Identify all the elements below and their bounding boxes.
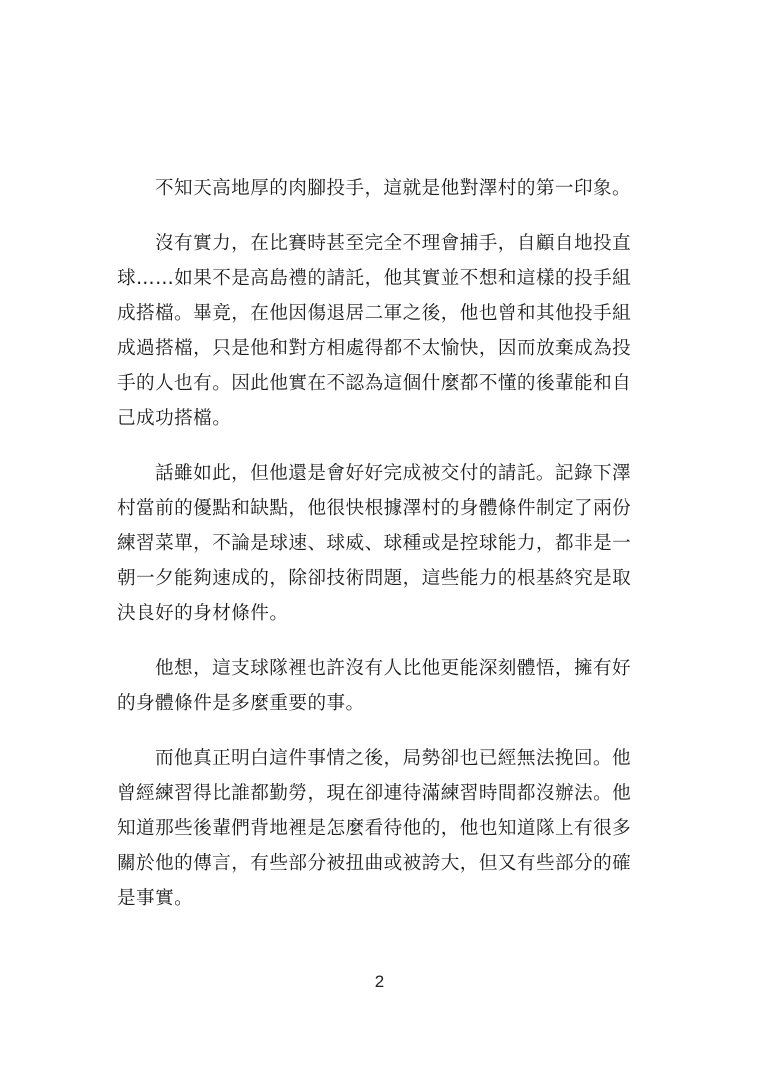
paragraph-3-line-1: 話雖如此，但他還是會好好完成被交付的請託。記錄下澤 [155,463,632,484]
paragraph-5-line-1: 而他真正明白這件事情之後，局勢卻也已經無法挽回。他 [155,748,632,769]
paragraph-4-line-1: 他想，這支球隊裡也許沒有人比他更能深刻體悟，擁有好 [155,658,632,679]
paragraph-5-line-3: 知道那些後輩們背地裡是怎麼看待他的，他也知道隊上有很多 [117,818,632,839]
paragraph-2-line-5: 手的人也有。因此他實在不認為這個什麼都不懂的後輩能和自 [117,373,632,394]
paragraph-2-line-2: 球……如果不是高島禮的請託，他其實並不想和這樣的投手組 [117,268,632,289]
paragraph-5-line-2: 曾經練習得比誰都勤勞，現在卻連待滿練習時間都沒辦法。他 [117,783,632,804]
paragraph-2-line-6: 己成功搭檔。 [117,408,232,429]
paragraph-3-line-3: 練習菜單，不論是球速、球威、球種或是控球能力，都非是一 [117,533,632,554]
paragraph-4-line-2: 的身體條件是多麼重要的事。 [117,693,365,714]
paragraph-3-line-5: 決良好的身材條件。 [117,603,289,624]
paragraph-2-line-4: 成過搭檔，只是他和對方相處得都不太愉快，因而放棄成為投 [117,338,632,359]
paragraph-3-line-2: 村當前的優點和缺點，他很快根據澤村的身體條件制定了兩份 [117,498,632,519]
paragraph-3-line-4: 朝一夕能夠速成的，除卻技術問題，這些能力的根基終究是取 [117,568,632,589]
paragraph-5-line-5: 是事實。 [117,888,194,909]
paragraph-1-line-1: 不知天高地厚的肉腳投手，這就是他對澤村的第一印象。 [155,178,632,199]
paragraph-5-line-4: 關於他的傳言，有些部分被扭曲或被誇大，但又有些部分的確 [117,853,632,874]
paragraph-2-line-1: 沒有實力，在比賽時甚至完全不理會捕手，自顧自地投直 [155,233,632,254]
page-number: 2 [374,972,385,991]
paragraph-2-line-3: 成搭檔。畢竟，在他因傷退居二軍之後，他也曾和其他投手組 [117,303,632,324]
